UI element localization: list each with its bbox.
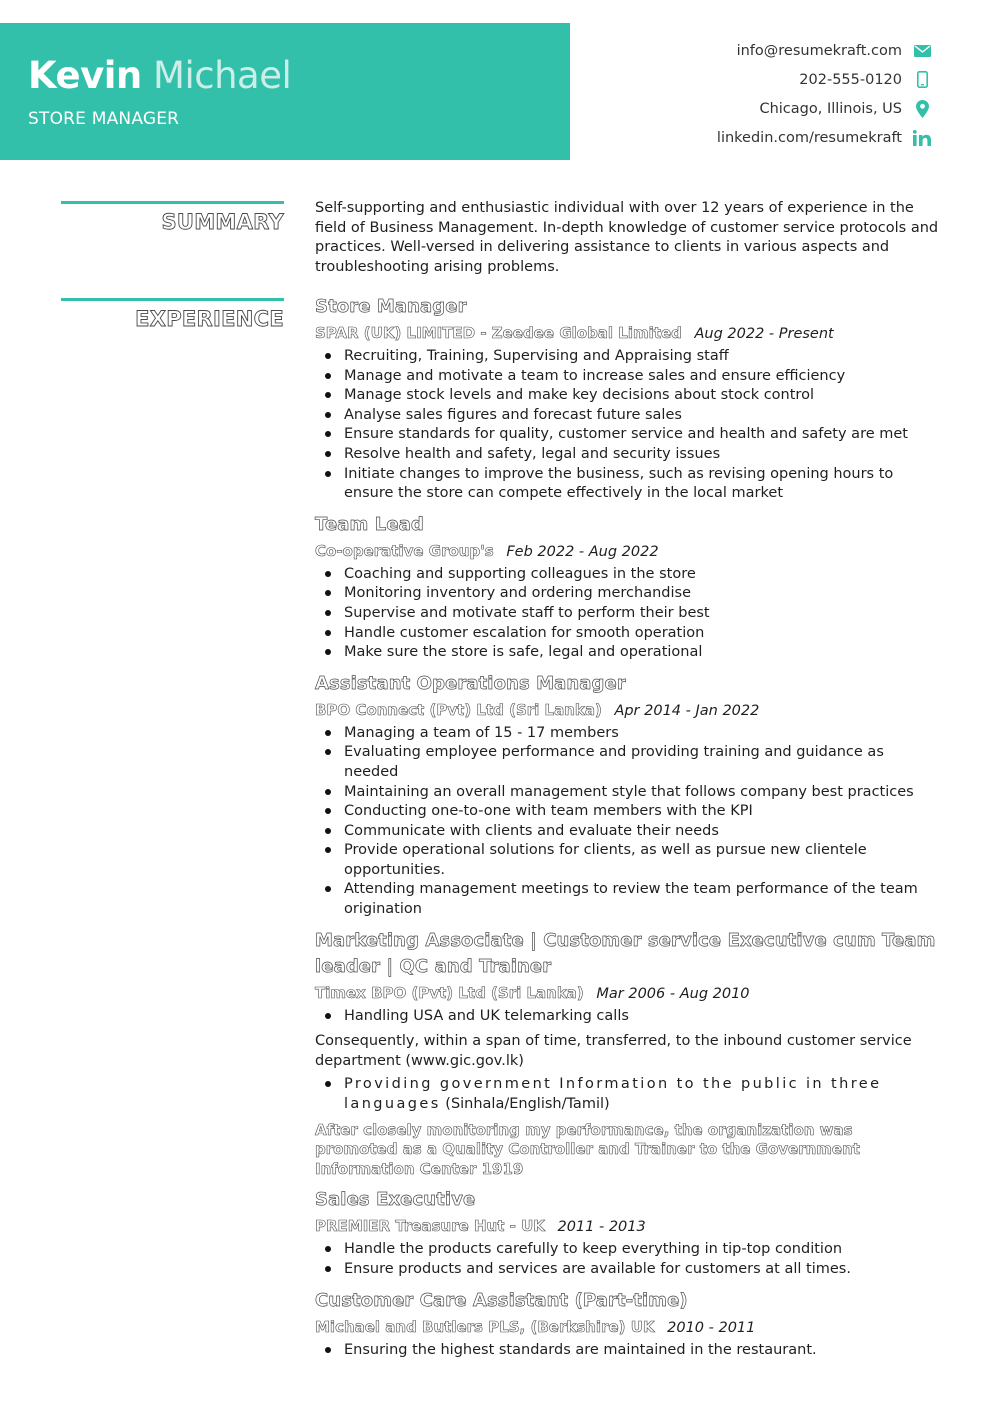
job-dates: Apr 2014 - Jan 2022 [614, 702, 760, 719]
job-dates: Aug 2022 - Present [694, 326, 834, 342]
job-title: Store Manager [315, 296, 467, 317]
job-entry [315, 512, 940, 663]
job-bullets [315, 1240, 940, 1279]
company-line [315, 1213, 940, 1240]
list-item: Managing a team of 15 - 17 members [315, 724, 940, 744]
job-dates: Mar 2006 - Aug 2010 [596, 985, 750, 1002]
job-bullets-secondary [315, 1075, 940, 1114]
job-bullets [315, 1341, 940, 1361]
job-dates: 2010 - 2011 [667, 1319, 756, 1336]
list-item: Handle the products carefully to keep everything in tip-top condition [315, 1240, 940, 1260]
job-dates: 2011 - 2013 [557, 1219, 646, 1236]
experience-heading [61, 298, 284, 334]
list-item-text-continued: (Sinhala/English/Tamil) [445, 1096, 610, 1113]
job-title: Assistant Operations Manager [315, 672, 626, 694]
list-item: Manage and motivate a team to increase sales and ensure efficiency [315, 367, 940, 387]
contact-block [572, 36, 932, 152]
list-item: Conducting one-to-one with team members with the KPI [315, 802, 940, 822]
list-item: Monitoring inventory and ordering merchandise [315, 584, 940, 604]
job-bullets [315, 1007, 940, 1027]
list-item: Recruiting, Training, Supervising and Appraising staff [315, 347, 940, 367]
list-item: Provide operational solutions for clients, as well as pursue new clientele opportunities. [315, 841, 940, 880]
phone-icon [912, 70, 932, 90]
linkedin-icon [912, 128, 932, 148]
list-item: Analyse sales figures and forecast future sales [315, 406, 940, 426]
company-line [315, 1314, 940, 1341]
job-title: Marketing Associate | Customer service Executive cum Team leader | QC and Trainer [315, 929, 936, 977]
list-item: Ensuring the highest standards are maintained in the restaurant. [315, 1341, 940, 1361]
company-name: BPO Connect (Pvt) Ltd (Sri Lanka) [315, 700, 602, 719]
job-title: Sales Executive [315, 1189, 476, 1211]
company-line [315, 320, 940, 347]
linkedin-text: linkedin.com/resumekraft [716, 129, 902, 146]
company-name: Michael and Butlers PLS, (Berkshire) UK [315, 1317, 655, 1336]
list-item: Resolve health and safety, legal and security issues [315, 445, 940, 465]
first-name: Kevin [28, 54, 142, 97]
list-item: Maintaining an overall management style that follows company best practices [315, 783, 940, 803]
contact-linkedin[interactable] [572, 123, 932, 152]
experience-label: EXPERIENCE [135, 307, 284, 331]
promotion-note: After closely monitoring my performance, the organization was promoted as a Quality Controller and Trainer to the Government Information Center 1919 [315, 1120, 860, 1178]
company-name: Co-operative Group's [315, 541, 494, 560]
phone-text: 202-555-0120 [799, 71, 902, 88]
list-item: Supervise and motivate staff to perform their best [315, 604, 940, 624]
job-entry [315, 294, 940, 504]
contact-location[interactable] [572, 94, 932, 123]
list-item: Handle customer escalation for smooth operation [315, 624, 940, 644]
company-line [315, 697, 940, 724]
company-name: PREMIER Treasure Hut - UK [315, 1217, 545, 1236]
job-note: Consequently, within a span of time, transferred, to the inbound customer service department (www.gic.gov.lk) [315, 1033, 912, 1069]
list-item: Evaluating employee performance and providing training and guidance as needed [315, 743, 940, 782]
location-text: Chicago, Illinois, US [759, 100, 902, 117]
job-entry [315, 671, 940, 920]
list-item: Coaching and supporting colleagues in the store [315, 565, 940, 585]
list-item: Communicate with clients and evaluate their needs [315, 822, 940, 842]
job-dates: Feb 2022 - Aug 2022 [506, 543, 659, 560]
job-title: Customer Care Assistant (Part-time) [315, 1289, 688, 1311]
job-bullets [315, 724, 940, 920]
list-item: Manage stock levels and make key decisions about stock control [315, 386, 940, 406]
summary-heading [61, 201, 284, 237]
summary-label: SUMMARY [161, 210, 284, 234]
job-title: Team Lead [315, 513, 424, 535]
contact-phone[interactable] [572, 65, 932, 94]
list-item: Make sure the store is safe, legal and operational [315, 643, 940, 663]
list-item: Initiate changes to improve the business, such as revising opening hours to ensure the store can compete effectively in the local market [315, 465, 940, 504]
email-text: info@resumekraft.com [736, 42, 902, 59]
job-bullets [315, 565, 940, 663]
job-role: STORE MANAGER [28, 109, 180, 129]
candidate-name [28, 54, 291, 98]
company-line [315, 980, 940, 1007]
summary-text: Self-supporting and enthusiastic individual with over 12 years of experience in the field of Business Management. In-depth knowledge of customer service protocols and practices. Well-versed in delivering assistance to clients in various aspects and troubleshooting arising problems. [315, 200, 939, 275]
list-item-text: Providing government Information to the public in three languages [344, 1076, 882, 1113]
job-entry [315, 928, 940, 1180]
location-pin-icon [912, 99, 932, 119]
list-item: Ensure standards for quality, customer service and health and safety are met [315, 425, 940, 445]
company-name: Timex BPO (Pvt) Ltd (Sri Lanka) [315, 983, 584, 1002]
summary-section [315, 199, 940, 277]
list-item: Handling USA and UK telemarking calls [315, 1007, 940, 1027]
job-bullets [315, 347, 940, 504]
experience-section [315, 294, 940, 1368]
last-name: Michael [153, 54, 292, 97]
job-entry [315, 1288, 940, 1361]
company-name: SPAR (UK) LIMITED - Zeedee Global Limited [315, 324, 682, 342]
list-item: Attending management meetings to review the team performance of the team origination [315, 880, 940, 919]
contact-email[interactable] [572, 36, 932, 65]
list-item: Ensure products and services are available for customers at all times. [315, 1260, 940, 1280]
job-entry [315, 1187, 940, 1279]
list-item [315, 1075, 940, 1114]
email-icon [912, 41, 932, 61]
company-line [315, 538, 940, 565]
